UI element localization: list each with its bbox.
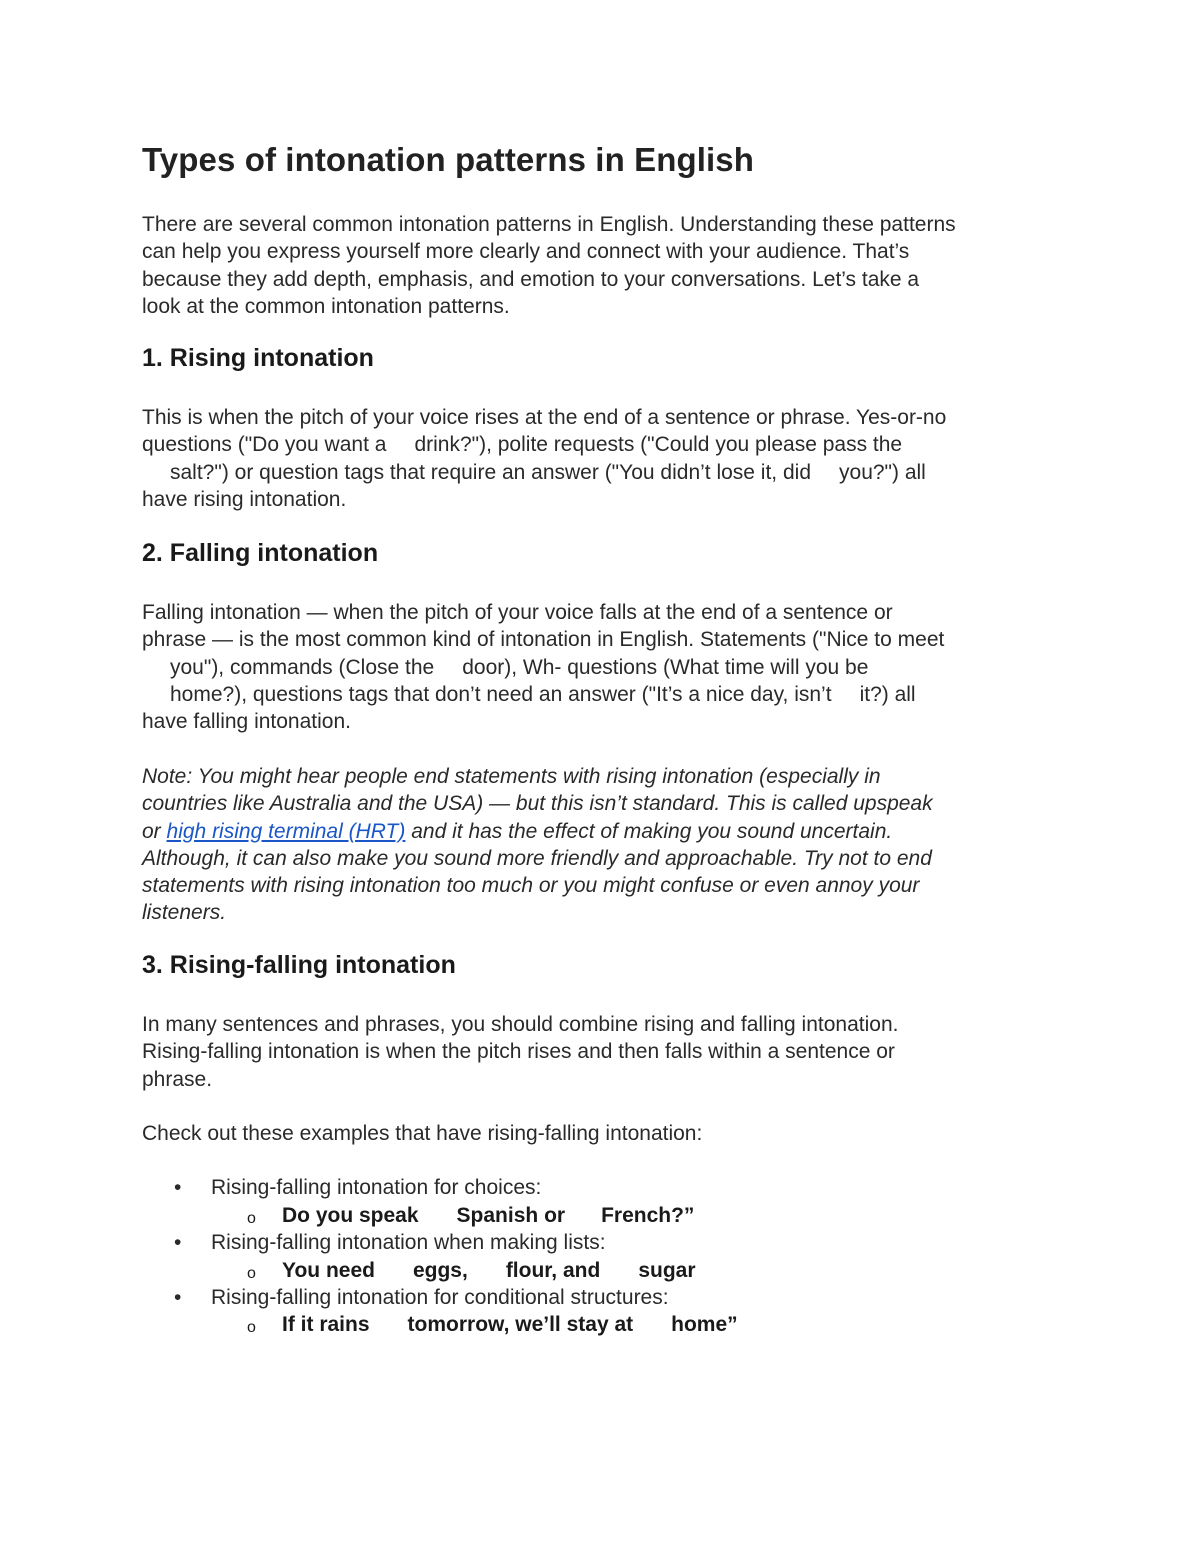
check-out-text: Check out these examples that have rising-falling intonation: [142,1122,703,1145]
section-heading-falling: 2. Falling intonation [142,539,379,567]
section-heading-rising-falling: 3. Rising-falling intonation [142,951,456,979]
bullet-icon: • [174,1176,182,1199]
hrt-link[interactable]: high rising terminal (HRT) [166,819,406,843]
circle-bullet-icon: o [247,1319,256,1336]
rising-falling-paragraph: In many sentences and phrases, you should combine rising and falling intonation. Rising-falling intonation is when the pitch rises and then falls within a sentence or phrase. [142,1013,899,1091]
page-title: Types of intonation patterns in English [142,141,754,178]
bullet-icon: • [174,1286,182,1309]
note-paragraph: Note: You might hear people end statements with rising intonation (especially in countries like Australia and the USA) — but this isn’t standard. This is called upspeak or high rising terminal (HRT) and it has the effect of making you sound uncertain. Although, it can also make you sound more friendly and approachable. Try not to end statements with rising intonation too much or you might confuse or even annoy your listeners. [142,765,933,925]
intro-paragraph: There are several common intonation patterns in English. Understanding these patterns can help you express yourself more clearly and connect with your audience. That’s because they add depth, emphasis, and emotion to your conversations. Let’s take a look at the common intonation patterns. [142,213,956,318]
falling-paragraph: Falling intonation — when the pitch of your voice falls at the end of a sentence or phrase — is the most common kind of intonation in English. Statements ("Nice to meet you"), commands (Close the door), Wh- questions (What time will you be home?), questions tags that don’t need an answer ("It’s a nice day, isn’t it?) all have falling intonation. [142,601,945,734]
rising-paragraph: This is when the pitch of your voice rises at the end of a sentence or phrase. Yes-or-no questions ("Do you want a drink?"), polite requests ("Could you please pass the salt?") or question tags that require an answer ("You didn’t lose it, did you?") all have rising intonation. [142,406,947,511]
circle-bullet-icon: o [247,1210,256,1227]
section-heading-rising: 1. Rising intonation [142,344,374,372]
bullet-icon: • [174,1231,182,1254]
circle-bullet-icon: o [247,1265,256,1282]
